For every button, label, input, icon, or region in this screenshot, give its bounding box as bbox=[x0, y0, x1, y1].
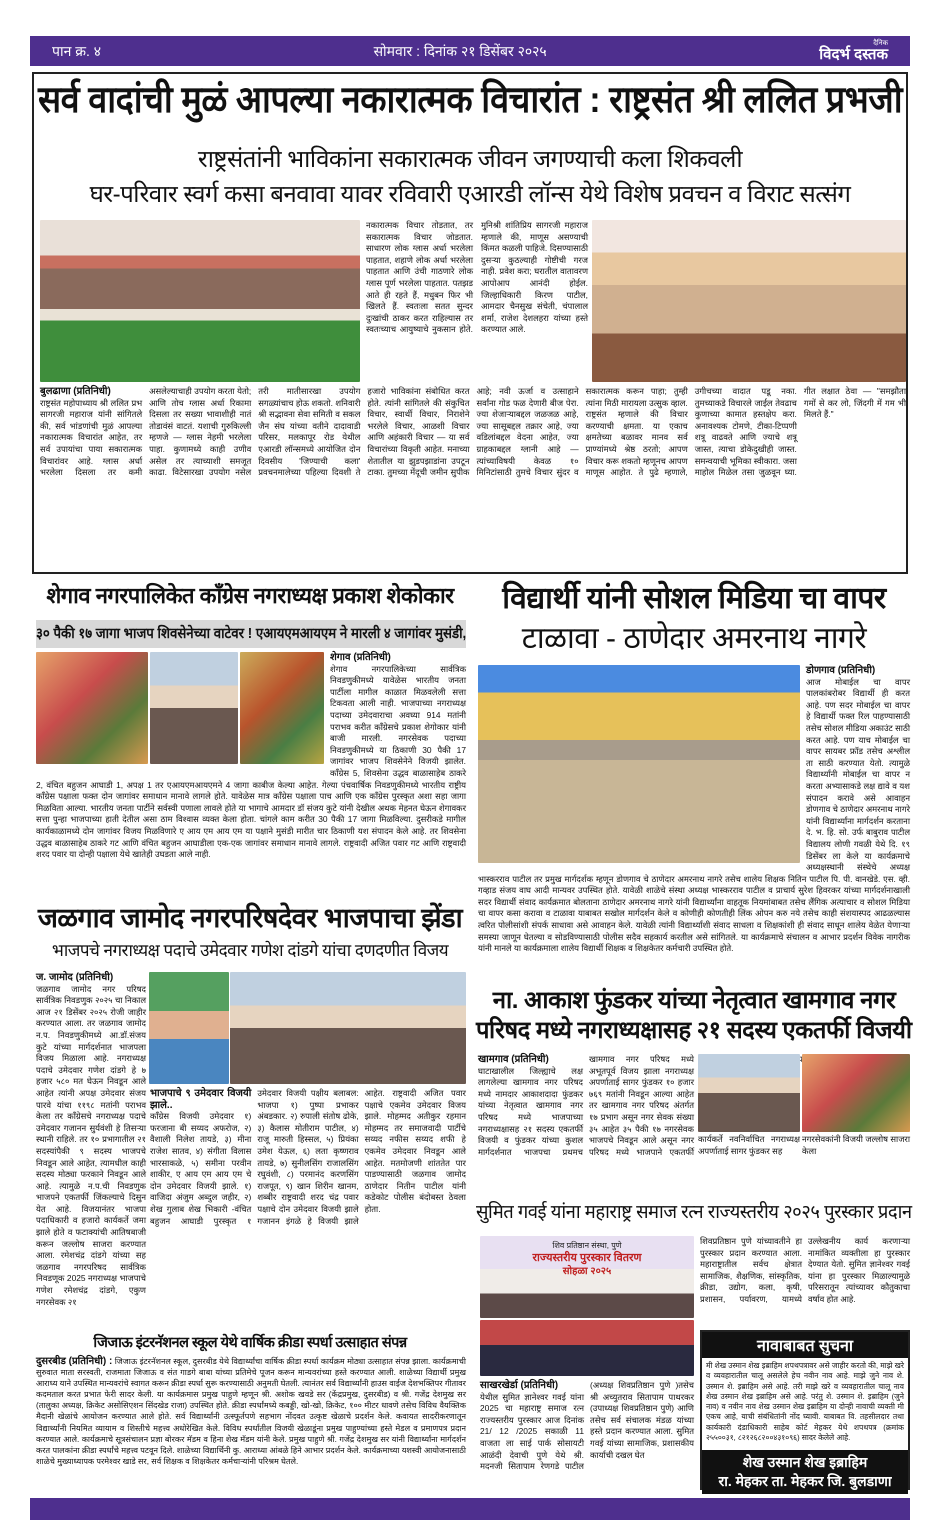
page-footer-bar bbox=[30, 1498, 910, 1520]
dateline: शेगाव (प्रतिनिधी) bbox=[330, 652, 391, 663]
dateline: साखरखेर्डा (प्रतिनिधी) bbox=[480, 1380, 559, 1391]
sumit-body bbox=[480, 1380, 694, 1492]
banner-text: शिव प्रतिष्ठान संस्था, पुणे bbox=[552, 1241, 622, 1250]
sumit-headline: सुमित गवई यांना महाराष्ट्र समाज रत्न राज्यस्तरीय २०२५ पुरस्कार प्रदान bbox=[476, 1202, 912, 1223]
khamgaon-body bbox=[478, 1054, 694, 1162]
dongaon-headline-2: टाळावा - ठाणेदार अमरनाथ नागरे bbox=[521, 622, 867, 655]
article-text: राष्ट्रसंत महोपाध्याय श्री ललित प्रभ सागरजी महाराज यांनी सांगितले की, सर्व भांडणांची मुळं आपल्या नकारात्मक विचारांत आहेत, तर सर्व उपायांचा पाया सकारात्मक विचारांवर आहे. ग्लास अर्धा भरलेला दिसला तर कमी असलेल्याचाही उपयोग करता येतो; आणि तोच ग्लास अर्धा रिकामा दिसला तर सख्या भावाशीही नातं तोडावंसं वाटतं. यशाची गुरुकिल्ली म्हणजे — ग्लास नेहमी भरलेला पाहा. कुणामध्ये काही उणीव असेल तर त्याच्याशी समजूत काढा. विटेसारखा उपयोग नसेल तरी मातीसारखा उपयोग सगळ्यांचाच होऊ शकतो. शनिवारी श्री सद्भावना सेवा समिती व सकल जैन संघ यांच्या वतीने दादावाडी परिसर, मलकापूर रोड येथील एआरडी लॉन्समध्ये आयोजित दोन दिवसीय 'जिण्याची कला' प्रवचनमालेच्या पहिल्या दिवशी ते हजारो भाविकांना संबोधित करत होते. त्यांनी सांगितले की संकुचित विचार, स्वार्थी विचार, निराशेने भरलेले विचार, आळशी विचार आणि अहंकारी विचार — या सर्व विचारांच्या विकृती आहेत. मनाच्या शेतातील या झुडपझाडांना उपटून टाका. तुमच्या मेंदूची जमीन सुपीक आहे; नवी ऊर्जा व उत्साहाने सर्वांना गोड फळ देणारी बीज पेरा. ज्या शेजाऱ्याबद्दल जळजळ आहे, ज्या सासूबद्दल तक्रार आहे, ज्या वडिलांबद्दल वेदना आहेत, ज्या ग्राहकाबद्दल ग्लानी आहे — त्यांच्याविषयी केवळ १० मिनिटांसाठी तुमचे विचार सुंदर व सकारात्मक करून पाहा; तुम्ही त्यांना मिठी मारायला उत्सुक व्हाल. राष्ट्रसंत म्हणाले की विचार करण्याची क्षमता. या एकाच क्षमतेच्या बळावर मानव सर्व प्राण्यांमध्ये श्रेष्ठ ठरतो; आपण विचार करू शकतो म्हणूनच आपण माणूस आहोत. ते पुढे म्हणाले, उगीचच्या वादात पडू नका. तुमच्याकडे विचारले जाईल तेवढाच कुणाच्या कामात हस्तक्षेप करा. अनावश्यक टोमणे, टीका-टिप्पणी शत्रू वाढवते आणि ज्याचे शत्रू जास्त, त्याचा डोकेदुखीही जास्त. समन्वयाची भूमिका स्वीकारा. जसा माहोल मिळेल तसा जुळवून घ्या. गीत लक्षात ठेवा — "समझौता गमों से कर लो, जिंदगी में गम भी मिलते हैं." bbox=[40, 386, 906, 478]
sumit-photo-speaker bbox=[480, 1320, 694, 1376]
jijau-headline: जिजाऊ इंटरनॅशनल स्कूल येथे वार्षिक क्रीडा स्पर्धा उत्साहात संपन्न bbox=[93, 1335, 407, 1351]
notice-body: मी शेख उस्मान शेख इब्राहिम शपथपत्रावर असे जाहीर करतो की, माझे खरे व व्यवहारातील चालू असलेले हेच नवीन नाव आहे. माझे जुने नाव शे. उस्मान शे. इब्राहिम असे आहे. तरी माझे खरे व व्यवहारातील चालू नाव शेख उस्मान शेख इब्राहिम असे आहे. परंतु शे. उस्मान शे. इब्राहिम (जुने नाव) व नवीन नाव शेख उस्मान शेख इब्राहिम या दोन्ही नावाची व्यक्ती मी एकच आहे, याची संबंधितांनी नोंद घ्यावी. याबाबत वि. तहसीलदार तथा कार्यकारी दंडाधिकारी साहेब कोर्ट मेहकर येथे शपथपत्र (क्रमांक २५५००३१, ८२१२६८२००४३१०९६) सादर केलेले आहे. bbox=[706, 1361, 904, 1443]
winners-heading: भाजपाचे ९ उमेदवार विजयी झाले.. bbox=[150, 1088, 252, 1111]
sumit-body-right: शिवप्रतिष्ठान पुणे यांच्यावतीने हा पुरस्कार प्रदान करण्यात आला. महाराष्ट्रातील सर्वच क्षेत्रात सामाजिक, शैक्षणिक, सांस्कृतिक, क्रीडा, उद्योग, कला, कृषी, प्रशासन, पर्यावरण, यामध्ये उल्लेखनीय कार्य करणाऱ्या नामांकित व्यक्तीला हा पुरस्कार देण्यात येतो. सुमित ज्ञानेश्वर गवई यांना हा पुरस्कार मिळाल्यामुळे परिसरातून त्यांच्यावर कौतुकाचा वर्षाव होत आहे. bbox=[700, 1236, 910, 1304]
lead-photo-audience bbox=[40, 220, 360, 382]
lead-subheadline: राष्ट्रसंतांनी भाविकांना सकारात्मक जीवन जगण्याची कला शिकवली bbox=[197, 146, 743, 173]
article-text: शेगाव नगरपालिकेच्या सार्वत्रिक निवडणुकीमध्ये यावेळेस भारतीय जनता पार्टीला मागील काळात मिळवलेली सत्ता टिकवता आली नाही. भाजपाच्या नगराध्यक्ष पदाच्या उमेदवाराचा अवघ्या 914 मतांनी पराभव करीत काँग्रेसचे प्रकाश शेगोकार यांनी बाजी मारली. नगरसेवक पदाच्या निवडणुकीमध्ये या ठिकाणी 30 पैकी 17 जागांवर भाजप शिवसेनेने विजयी झालेत. काँग्रेस 5, शिवसेना उद्धव बाळासाहेब ठाकरे 2, वंचित बहुजन आघाडी 1, अपक्ष 1 तर एआयएमआयएमने 4 जागा काबीज केल्या आहेत. गेल्या पंचवार्षिक निवडणुकीमध्ये भारतीय राष्ट्रीय काँग्रेस पक्षाला फक्त दोन जागांवर समाधान मानावे लागले होते. यावेळेस मात्र काँग्रेस पक्षाला पाच आणि एक काँग्रेस पुरस्कृत अशा सहा जागा मिळविता आल्या. भारतीय जनता पार्टीने सर्वस्वी पणाला लावले होते या भागाचे आमदार डॉ संजय कुटे यांनी देखील अथक मेहनत घेऊन शेगावकर सत्ता पुन्हा भाजपाच्या हाती देतील असा ठाम विश्वास व्यक्त केला होता. चांगले काम करीत 30 पैकी 17 जागा मिळविल्या. दुसरीकडे मागील कार्यकाळामध्ये दोन जागांवर विजय मिळविणारे ए आय एम आय एम या पक्षाने मुसंडी मारीत चार ठिकाणी यश संपादन केले आहे. तर शिवसेना उद्धव बाळासाहेब ठाकरे गट आणि वंचित बहुजन आघाडीला एक-एक जागांवर समाधान मानावे लागले. राष्ट्रवादी अजित पवार गट आणि राष्ट्रवादी शरद पवार या दोन्ही पक्षाला येथे खातेही उघडता आले नाही. bbox=[36, 663, 466, 860]
notice-name: शेख उस्मान शेख इब्राहिम bbox=[742, 1454, 868, 1470]
dateline: खामगाव (प्रतिनिधी) bbox=[478, 1054, 549, 1065]
article-text: जळगाव जामोद नगर परिषद सार्वत्रिक निवडणुक २०२५ चा निकाल आज २१ डिसेंबर २०२५ रोजी जाहीर करण्यात आला. तर जळगाव जामोद न.प. निवडणुकीमध्ये आ.डॉ.संजय कुटे यांच्या मार्गदर्शनात भाजपला विजय मिळाला आहे. नगराध्यक्ष पदाचे उमेदवार गणेश दांडगे हे ७ हजार ५८० मत घेऊन निवडून आले आहेत त्यांनी अपक्ष उमेदवार संजय पारवे यांचा ११९८ मतांनी पराभव केला तर कॉंग्रेसचे नगराध्यक्ष पदाचे उमेदवार गजानन सुर्यवंशी हे तिसऱ्या स्थानी राहिले. तर १० प्रभागातील २१ सदस्यांपैकी ९ सदस्य भाजपचे निवडून आले आहेत, त्यामधील काही सदस्य मोठ्या फरकाने निवडून आले आहे. त्यामुळे न.प.ची निवडणुक भाजपने एकतर्फी जिंकल्याचे दिसुन येत आहे. विजयानंतर भाजपा पदाधिकारी व हजारो कार्यकर्ते जमा झाले होते व फटाक्यांची आतिषबाजी करून जल्लोष साजरा करण्यात आला. रमेशचंद्र दांडगे यांच्या सह जळगाव नगरपरिषद सार्वत्रिक निवडणूक 2025 नगराध्यक्ष भाजपाचे गणेश रमेशचंद्र दांडगे, एकुण नगरसेवक २१ bbox=[36, 983, 146, 1307]
notice-signature bbox=[702, 1450, 908, 1494]
jijau-body bbox=[36, 1356, 466, 1490]
jalgaon-body-2 bbox=[150, 1088, 466, 1330]
lead-subheadline-2: घर-परिवार स्वर्ग कसा बनवावा यावर रविवारी एआरडी लॉन्स येथे विशेष प्रवचन व विराट सत्संग bbox=[89, 181, 851, 208]
dateline: बुलढाणा (प्रतिनिधी) bbox=[40, 386, 111, 397]
article-text: आज मोबाईल चा वापर पालकांबरोबर विद्यार्थी ही करत आहे. पण सदर मोबाईल चा वापर हे विद्यार्थी फक्त रिल पाहण्यासाठी तसेच सोशल मीडिया अकाउंट साठी करत आहे. पण याच मोबाईल चा वापर सायबर फ्रॉड तसेच अश्लील ता साठी करण्यात येतो. त्यामुळे विद्यार्थ्यांनी मोबाईल चा वापर न करता अभ्यासाकडे लक्ष द्यावे व यश संपादन करावे असे आवाहन डोणगाव चे ठाणेदार अमरनाथ नागरे यांनी विद्यार्थ्यांना मार्गदर्शन करताना दे. भ. हि. सो. उर्फ बाबुराव पाटील विद्यालय लोणी गवळी येथे दि. १९ डिसेंबर ला केले या कार्यक्रमाचे अध्यक्षस्थानी संस्थेचे अध्यक्ष भास्करराव पाटील तर प्रमुख मार्गदर्शक म्हणून डोणगाव चे ठाणेदार अमरनाथ नागरे तसेच शालेय शिक्षक नितिन पाटील पि. पी. वानखेडे. एस. व्ही. गव्हाड संजय वाघ आदी मान्यवर उपस्थित होते. यावेळी शाळेचे संस्था अध्यक्ष भास्करराव पाटील व प्राचार्य सुरेश हिवरकर यांच्या मार्गदर्शनाखाली सदर विद्यार्थी संवाद कार्यक्रमात बोलताना ठाणेदार अमरनाथ नागरे यांनी विद्यार्थ्यांना वाहतूक नियमांबाबत तसेच लैंगिक अत्याचार व सोशल मिडिया चा वापर कसा करावा व टाळावा याबाबत सखोल मार्गदर्शन केले व कोणीही कोणतीही लिंक ओपन करु नये तसेच काही संशयास्पद आढळल्यास त्वरित पोलीसांशी संपर्क साधावा असे आवाहन केले. यावेळी त्यांनी विद्यार्थ्यांशी संवाद साधला व शिक्षकांशी ही संवाद साधून शालेय वेळेत येणाऱ्या समस्या जाणून घेतल्या व सोडविण्यासाठी पोलीस सदैव सहकार्य करतील असे सांगितले. या कार्यक्रमाचे संचालन व आभार प्रदर्शन विवेक नागरीक यांनी मानले या कार्यक्रमाला शालेय विद्यार्थी शिक्षक व शिक्षकेतर कर्मचारी उपस्थित होते. bbox=[478, 676, 910, 954]
notice-address: रा. मेहकर ता. मेहकर जि. बुलडाणा bbox=[718, 1473, 892, 1489]
lead-headline: सर्व वादांची मुळं आपल्या नकारात्मक विचारांत : राष्ट्रसंत श्री ललित प्रभजी bbox=[38, 79, 903, 120]
dateline: दुसरबीड (प्रतिनिधी) : bbox=[36, 1356, 113, 1367]
photo-spacer bbox=[478, 665, 806, 867]
lead-photo-stage bbox=[592, 220, 906, 382]
masthead-logo: दैनिक विदर्भ दस्तक bbox=[819, 40, 888, 63]
banner-text: राज्यस्तरीय पुरस्कार वितरण bbox=[532, 1252, 642, 1264]
dongaon-body bbox=[478, 665, 910, 983]
lead-body bbox=[40, 386, 906, 568]
name-change-notice bbox=[700, 1330, 910, 1490]
jalgaon-photo-candidate bbox=[149, 972, 229, 1084]
shegaon-subheadline: ३० पैकी १७ जागा भाजप शिवसेनेच्या वाटेवर ! एआयएमआयएम ने मारली ४ जागांवर मुसंडी, bbox=[36, 626, 467, 642]
jalgaon-headline: जळगाव जामोद नगरपरिषदेवर भाजपाचा झेंडा bbox=[37, 903, 463, 933]
article-text: कॉंग्रेस विजयी उमेदवार १) फरजाना बी सय्यद अफरोज, २) वैशाली निलेश तायडे, ३) मीना राजेश सातव, ४) संगीता विलास भारसाकळे, ५) समीना परवीन शाकीर, ए आय एम आय एम चे दोन उमेदवार विजयी झाले. १) वाजिदा अंजुम अब्दुल जहीर, २) शेख गुलाब शेख भिकारी -वंचित बहुजन आघाडी पुरस्कृत १ उमेदवार विजयी पक्षीय बलाबल: भाजपा १) पुष्पा प्रभाकर अंबडकार. २) रुपाली संतोष ढोके, ३) कैलास मोतीराम पाटील, ४) राजू मारुती हिस्सल, ५) प्रियंका उमेश येऊल, ६) लता कृष्णराव तायडे, ७) सुनीलसिंग राजालसिंग रघुवंशी, ८) परमानंद करणसिंग राजपूत, ९) खान शिरीन खानम, शब्बीर राष्ट्रवादी शरद चंद्र पवार पक्षाचे दोन उमेदवार विजयी झाले गजानन इंगळे हे विजयी झाले आहेत. राष्ट्रवादी अजित पवार पक्षाचे एकमेव उमेदवार विजय झाले. मोहम्मद अतीकुर रहमान मोहम्मद तर समाजवादी पार्टीचे सय्यद नफीस सय्यद शफी हे एकमेव उमेदवार निवडून आले आहेत. मतमोजणी शांततेत पार पाडण्यासाठी जळगाव जामोद ठाणेदार नितीन पाटील यांनी कडेकोट पोलीस बंदोबस्त ठेवला होता. bbox=[150, 1088, 466, 1226]
sumit-photo-award bbox=[480, 1236, 694, 1318]
photo-spacer bbox=[36, 652, 330, 768]
notice-title: नावाबाबत सुचना bbox=[702, 1332, 908, 1358]
khamgaon-caption-2: नगरसेवकांनी विजयी जल्लोष साजरा केला bbox=[802, 1134, 910, 1156]
jalgaon-body bbox=[36, 972, 146, 1330]
shegaon-headline: शेगाव नगरपालिकेत काँग्रेस नगराध्यक्ष प्रकाश शेकोकार bbox=[46, 583, 454, 608]
jalgaon-subheadline: भाजपचे नगराध्यक्ष पदाचे उमेदवार गणेश दांडगे यांचा दणदणीत विजय bbox=[51, 941, 449, 960]
banner-text: सोहळा २०२५ bbox=[562, 1266, 612, 1277]
dateline: डोणगाव (प्रतिनिधी) bbox=[806, 665, 876, 676]
article-text: घाटाखालील जिल्ह्याचे लक्ष लागलेल्या खामगाव नगर परिषद मध्ये नामदार आकाशदादा फुंडकर यांच्या नेतृत्वात खामगाव नगर परिषद मध्ये भाजपाच्या नगराध्यक्षासह २१ सदस्य एकतर्फी विजयी व फुंडकर यांच्या कुशल मार्गदर्शनात भाजपचा प्रथमच खामगाव नगर परिषद मध्ये अभूतपूर्व विजय झाला नगराध्यक्ष अपर्णाताई सागर फुंडकर १० हजार ७६९ मतांनी निवडून आल्या आहेत तर खामगाव नगर परिषद अंतर्गत १७ प्रभाग असून नगर सेवक संख्या ३५ आहेत ३५ पैकी १७ नगरसेवक भाजपचे निवडून आले असून नगर परिषद मध्ये भाजपाने एकतर्फी bbox=[478, 1054, 694, 1157]
dongaon-headline: विद्यार्थी यांनी सोशल मिडिया चा वापर bbox=[502, 582, 886, 615]
khamgaon-caption: कार्यकर्ते नवनिर्वाचित नगराध्यक्ष अपर्णाताई सागर फुंडकर सह bbox=[698, 1134, 800, 1156]
page-header bbox=[30, 36, 910, 66]
khamgaon-photo-2 bbox=[802, 1054, 910, 1132]
shegaon-body bbox=[36, 652, 466, 896]
lead-body-top: नकारात्मक विचार तोडतात, तर सकारात्मक विचार जोडतात. साधारण लोक ग्लास अर्धा भरलेला पाहतात, शहाणे लोक अर्धा भरलेला पाहतात आणि उंची गाठणारे लोक ग्लास पूर्ण भरलेला पाहतात. पतझड आते ही रहते हैं, मधुबन फिर भी खिलते हैं. स्वतःला सतत सुन्दर दुःखांची ठाकर करत राहिल्यास तर स्वतःच्याच आयुष्याचे नुकसान होते. मुनिश्री शांतिप्रिय सागरजी महाराज म्हणाले की, माणूस असण्याची किंमत कळली पाहिजे. दिसण्यासाठी दुसऱ्या कुठल्याही गोष्टीची गरज नाही. प्रवेश करा; घरातील वातावरण आपोआप आनंदी होईल. जिल्हाधिकारी किरण पाटील, आमदार चैनसुख संचेती, चंपालाल शर्मा, राजेश देशलहरा यांच्या हस्ते करण्यात आले. bbox=[366, 220, 588, 335]
khamgaon-headline-2: परिषद मध्ये नगराध्यक्षासह २१ सदस्य एकतर्फी विजयी bbox=[476, 1017, 912, 1044]
article-text: जिजाऊ इंटरनॅशनल स्कूल, दुसरबीड येथे विद्यार्थ्यांचा वार्षिक क्रीडा स्पर्धा कार्यक्रम मोठ्या उत्साहात संपन्न झाला. कार्यक्रमाची सुरुवात माता सरस्वती, राजमाता जिजाऊ व संत गाडगे बाबा यांच्या प्रतिमेचे पूजन करून मान्यवरांच्या हस्ते करण्यात आली. शाळेच्या विद्यार्थी प्रमुख आराध्य याने उपस्थित मान्यवरांचे स्वागत करून क्रीडा स्पर्धा सुरू करण्यासाठी अनुमती घेतली. त्यानंतर सर्व विद्यार्थ्यांनी हाउस वाईज देशभक्तिपर गीतावर कदमताल करत प्रभात फेरी सादर केली. या कार्यक्रमास प्रमुख पाहुणे म्हणून श्री. अशोक खवडे सर (केंद्रप्रमुख, दुसरबीड) व श्री. गजेंद्र देशमुख सर (तालुका अध्यक्ष, क्रिकेट असोसिएशन सिंदखेड राजा) उपस्थित होते. क्रीडा स्पर्धांमध्ये कबड्डी, खो-खो, क्रिकेट, १०० मीटर धावणे तसेच विविध वैयक्तिक मैदानी खेळांचे आयोजन करण्यात आले होते. सर्व विद्यार्थ्यांनी उत्स्फूर्तपणे सहभाग नोंदवत उत्कृष्ट खेळाचे प्रदर्शन केले. कवायत सादरीकरणातून विद्यार्थ्यांनी नियमित व्यायाम व शिस्तीचे महत्त्व अधोरेखित केले. विविध स्पर्धांतील विजयी खेळाडूंना प्रमुख पाहुण्यांच्या हस्ते मेडल व प्रमाणपत्र प्रदान करण्यात आले. कार्यक्रमाचे सूत्रसंचालन प्रज्ञा बोरकर मॅडम व हिना शेख मॅडम यांनी केले. प्रमुख पाहुणे श्री. गजेंद्र देशमुख सर यांनी विद्यार्थ्यांना मार्गदर्शन करत पालकांना क्रीडा स्पर्धांचे महत्त्व पटवून दिले. शाळेच्या विद्यार्थिनी कु. आराध्या आंबळे हिने आभार प्रदर्शन केले. कार्यक्रमाच्या यशस्वी आयोजनासाठी शाळेचे मुख्याध्यापक परमेश्वर खाडे सर, सर्व शिक्षक व शिक्षकेतर कर्मचाऱ्यांनी परिश्रम घेतले. bbox=[36, 1357, 467, 1466]
khamgaon-photo-1 bbox=[698, 1054, 800, 1132]
jalgaon-photo-celebration bbox=[230, 972, 466, 1084]
page-number: पान क्र. ४ bbox=[52, 42, 102, 59]
dateline: ज. जामोद (प्रतिनिधी) bbox=[36, 972, 114, 983]
khamgaon-headline: ना. आकाश फुंडकर यांच्या नेतृत्वात खामगाव नगर bbox=[492, 987, 896, 1014]
issue-date: सोमवार : दिनांक २१ डिसेंबर २०२५ bbox=[373, 42, 547, 59]
article-text: येथील सुमित ज्ञानेश्वर गवई यांना 2025 चा महाराष्ट्र समाज रत्न राज्यस्तरीय पुरस्कार आज दिनांक 21/ 12 /2025 सकाळी 11 वाजता ला साई पार्क सोसायटी आळंदी देवाची पुणे येथे श्री. मदनजी सितापाम रेणगडे पाटील (अध्यक्ष शिवप्रतिष्ठान पुणे )तसेच श्री अच्युतराव सितापाम पाथरकर (उपाध्यक्ष शिवप्रतिष्ठान पुणे) आणि तसेच सर्व संचालक मंडळ यांच्या हस्ते प्रदान करण्यात आला. सुमित गवई यांच्या सामाजिक, प्रशासकीय कार्याची दखल घेत bbox=[480, 1380, 694, 1472]
